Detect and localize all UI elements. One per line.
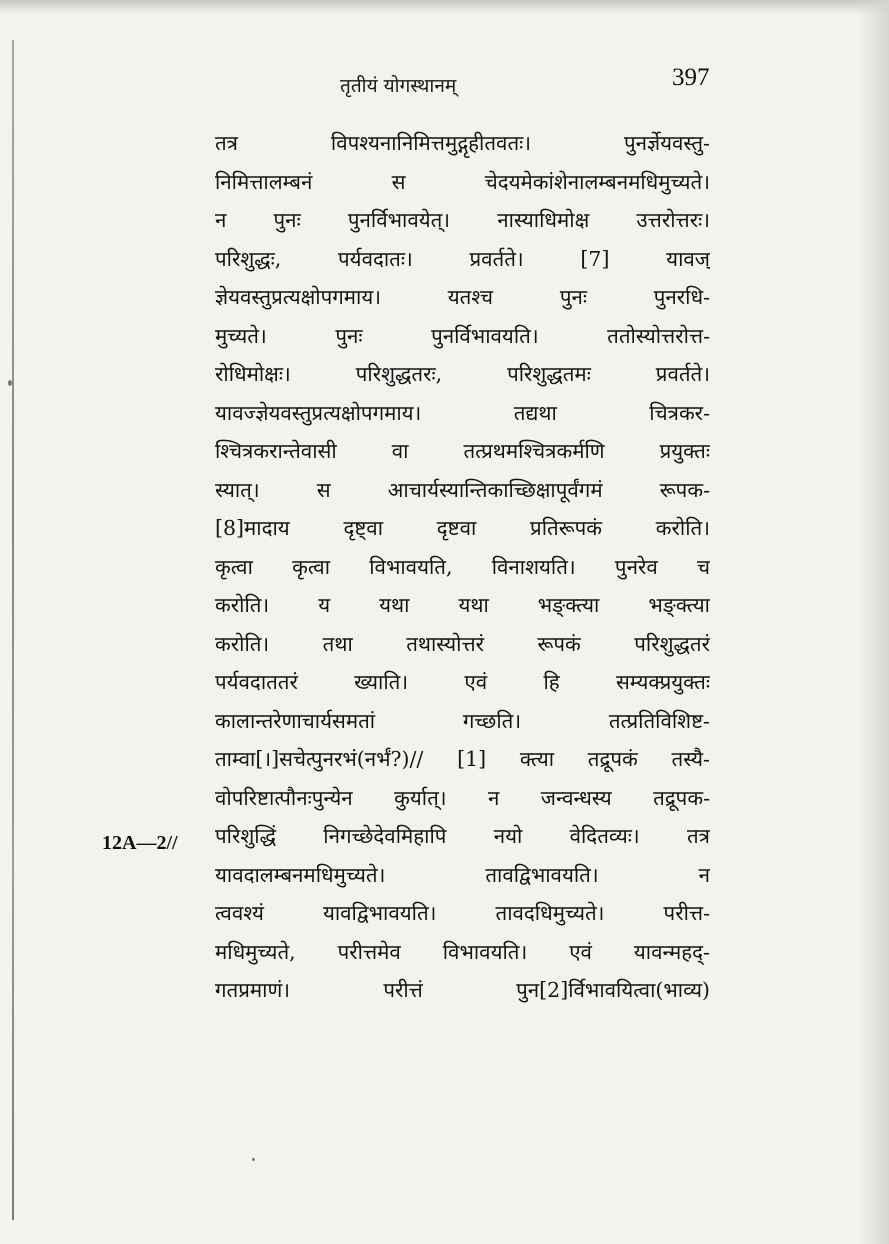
text-line: गतप्रमाणं। परीत्तं पुन[2]र्विभावयित्वा(भाव्य)	[215, 978, 710, 1002]
scan-speck	[252, 1158, 255, 1161]
text-line: [8]मादाय दृष्ट्वा दृष्टवा प्रतिरूपकं करोति।	[215, 516, 710, 540]
text-line: यावदालम्बनमधिमुच्यते। तावद्विभावयति। न	[215, 862, 710, 887]
text-line: परिशुद्धः, पर्यवदातः। प्रवर्तते। [7] यावज्	[215, 246, 710, 271]
scan-speck	[8, 380, 12, 386]
text-line: निमित्तालम्बनं स चेदयमेकांशेनालम्बनमधिमुच्यते।	[215, 169, 710, 194]
running-head: तृतीयं योगस्थानम्	[340, 75, 457, 97]
text-line: मुच्यते। पुनः पुनर्विभावयति। ततोस्योत्तरोत्त-	[215, 323, 710, 348]
binding-shadow	[12, 40, 14, 1220]
text-line: कालान्तरेणाचार्यसमतां गच्छति। तत्प्रतिविशिष्ट-	[215, 708, 710, 733]
text-line: कृत्वा कृत्वा विभावयति, विनाशयति। पुनरेव च	[215, 554, 710, 579]
text-line: त्ववश्यं यावद्विभावयति। तावदधिमुच्यते। परीत्त-	[215, 901, 710, 925]
text-line: न पुनः पुनर्विभावयेत्। नास्याधिमोक्ष उत्तरोत्तरः।	[215, 208, 710, 232]
text-line: स्यात्। स आचार्यस्यान्तिकाच्छिक्षापूर्वंगमं रूपक-	[215, 477, 710, 502]
text-line: रोधिमोक्षः। परिशुद्धतरः, परिशुद्धतमः प्रवर्तते।	[215, 362, 710, 386]
margin-folio-reference: 12A—2//	[102, 832, 178, 854]
body-text	[215, 124, 710, 1010]
page-header	[0, 52, 889, 102]
page-number: 397	[672, 64, 710, 91]
text-line: ज्ञेयवस्तुप्रत्यक्षोपगमाय। यतश्च पुनः पुनरधि-	[215, 285, 710, 309]
text-line: तत्र विपश्यनानिमित्तमुद्गृहीतवतः। पुनर्ज्ञेयवस्तु-	[215, 131, 710, 155]
text-line: वोपरिष्टात्पौनःपुन्येन कुर्यात्। न जन्वन्धस्य तद्रूपक-	[215, 785, 710, 810]
text-line: यावज्ज्ञेयवस्तुप्रत्यक्षोपगमाय। तद्यथा चित्रकर-	[215, 400, 710, 425]
text-line: ताम्वा[।]सचेत्पुनरभं(नर्भं?)// [1] क्त्या तद्रूपकं तस्यै-	[215, 747, 710, 771]
text-line: श्चित्रकरान्तेवासी वा तत्प्रथमश्चित्रकर्मणि प्रयुक्तः	[215, 439, 710, 463]
text-line: परिशुद्धिं निगच्छेदेवमिहापि नयो वेदितव्यः। तत्र	[215, 824, 710, 848]
text-line: पर्यवदाततरं ख्याति। एवं हि सम्यक्प्रयुक्तः	[215, 670, 710, 694]
text-line: करोति। य यथा यथा भङ्क्त्या भङ्क्त्या	[215, 593, 710, 617]
text-line: करोति। तथा तथास्योत्तरं रूपकं परिशुद्धतरं	[215, 631, 710, 656]
text-line: मधिमुच्यते, परीत्तमेव विभावयति। एवं यावन्महद्-	[215, 939, 710, 964]
